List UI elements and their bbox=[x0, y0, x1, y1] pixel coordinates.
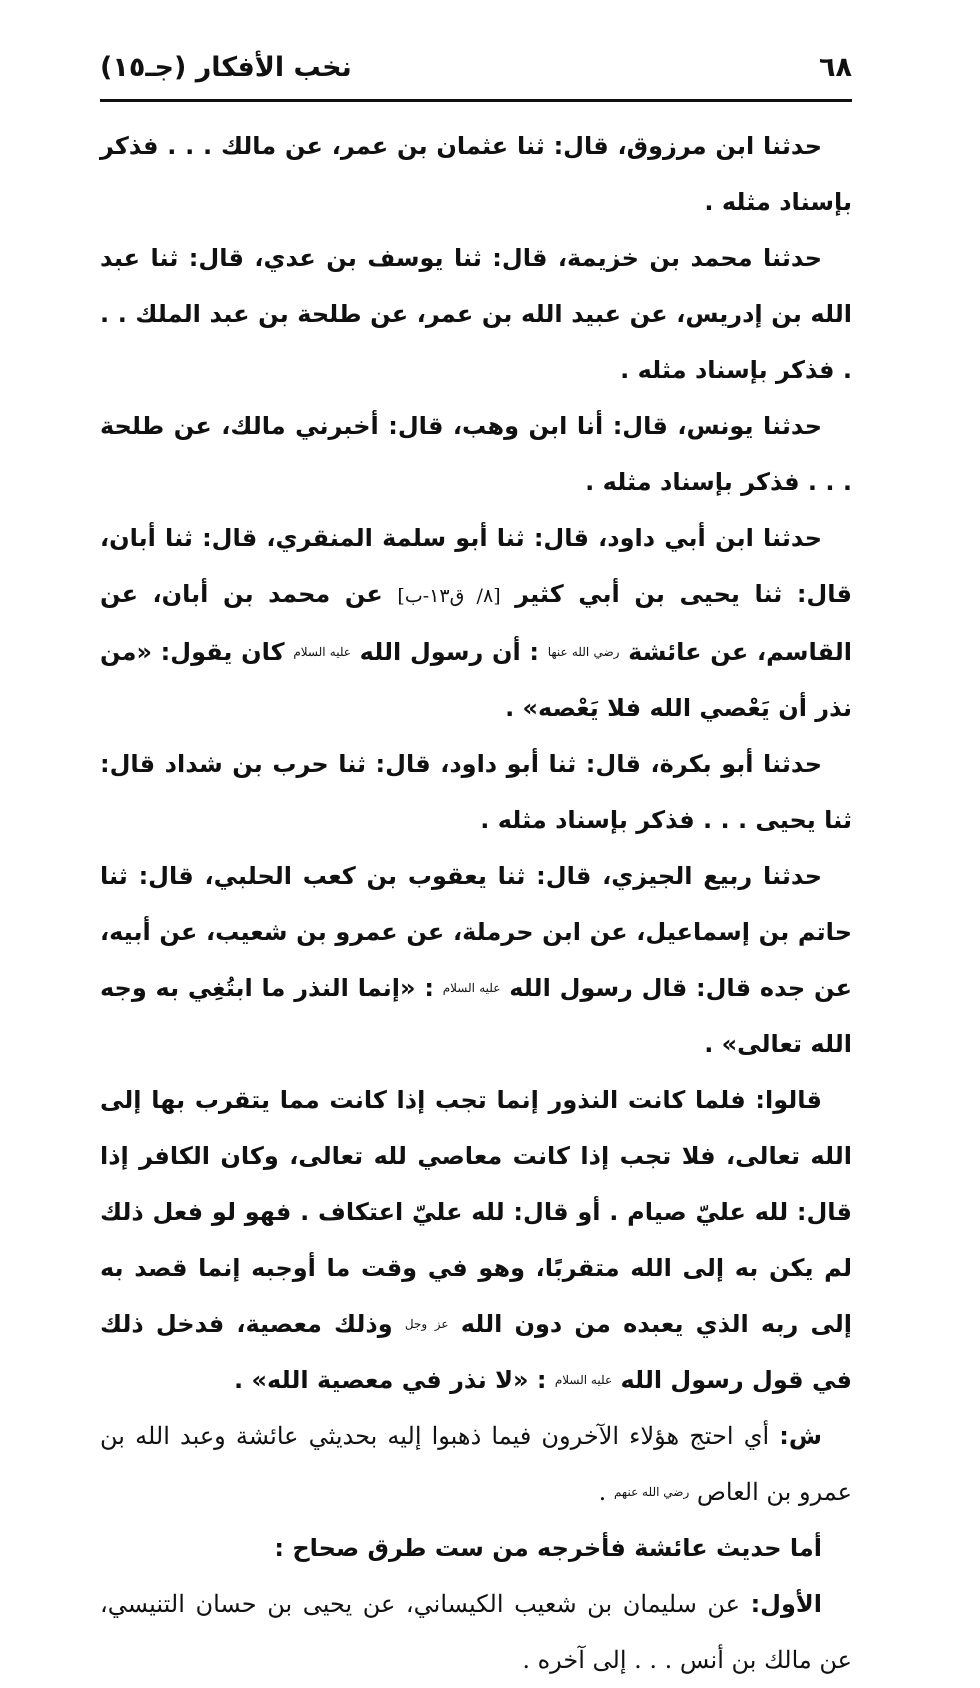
body-text bbox=[100, 118, 852, 1688]
honorific-glyph: عليه السلام bbox=[554, 1373, 613, 1387]
paragraph-isnad-ibn-marzuq: حدثنا ابن مرزوق، قال: ثنا عثمان بن عمر، عن مالك . . . فذكر بإسناد مثله . bbox=[100, 132, 852, 216]
manuscript-folio-reference: [٨/ ق١٣-ب] bbox=[397, 585, 501, 607]
honorific-glyph: رضي الله عنهم bbox=[613, 1485, 690, 1499]
page-number: ٦٨ bbox=[819, 52, 852, 83]
running-head bbox=[100, 52, 852, 92]
honorific-glyph: عليه السلام bbox=[293, 645, 351, 659]
commentary-marker: ش: bbox=[779, 1422, 822, 1450]
paragraph-isnad-muhammad-ibn-khuzayma: حدثنا محمد بن خزيمة، قال: ثنا يوسف بن عدي، قال: ثنا عبد الله بن إدريس، عن عبيد الله بن عمر، عن طلحة بن عبد الملك . . . فذكر بإسناد مثله . bbox=[100, 244, 852, 384]
header-rule bbox=[100, 99, 852, 102]
honorific-glyph: عز وجل bbox=[404, 1317, 449, 1331]
paragraph-isnad-yunus: حدثنا يونس، قال: أنا ابن وهب، قال: أخبرني مالك، عن طلحة . . . فذكر بإسناد مثله . bbox=[100, 412, 852, 496]
book-title: نخب الأفكار (جـ١٥) bbox=[100, 52, 352, 83]
honorific-glyph: عليه السلام bbox=[442, 981, 501, 995]
first-route-marker: الأول: bbox=[750, 1590, 822, 1618]
paragraph-isnad-abu-bakra: حدثنا أبو بكرة، قال: ثنا أبو داود، قال: ثنا حرب بن شداد قال: ثنا يحيى . . . فذكر بإسناد مثله . bbox=[100, 750, 852, 834]
paragraph-section-heading: أما حديث عائشة فأخرجه من ست طرق صحاح : bbox=[274, 1534, 822, 1562]
paragraph-isnad-rabi-al-jizi: حدثنا ربيع الجيزي، قال: ثنا يعقوب بن كعب الحلبي، قال: ثنا حاتم بن إسماعيل، عن ابن حرملة، عن عمرو بن شعيب، عن أبيه، عن جده قال: قال رسول الله عليه السلام : «إنما النذر ما ابتُغِي به وجه الله تعالى» . bbox=[100, 862, 853, 1058]
paragraph-isnad-ibn-abi-dawud: حدثنا ابن أبي داود، قال: ثنا أبو سلمة المنقري، قال: ثنا أبان، قال: ثنا يحيى بن أبي كثير [٨/ ق١٣-ب] عن محمد بن أبان، عن القاسم، عن عائشة رضي الله عنها : أن رسول الله عليه السلام كان يقول: «من نذر أن يَعْصي الله فلا يَعْصه» . bbox=[100, 524, 853, 722]
paragraph-argument: قالوا: فلما كانت النذور إنما تجب إذا كانت مما يتقرب بها إلى الله تعالى، فلا تجب إذا كانت معاصي لله تعالى، وكان الكافر إذا قال: لله عليّ صيام . أو قال: لله عليّ اعتكاف . فهو لو فعل ذلك لم يكن به إلى الله متقربًا، وهو في وقت ما أوجبه إنما قصد به إلى ربه الذي يعبده من دون الله عز وجل وذلك معصية، فدخل ذلك في قول رسول الله عليه السلام : «لا نذر في معصية الله» . bbox=[100, 1086, 852, 1394]
paragraph-commentary: ش: أي احتج هؤلاء الآخرون فيما ذهبوا إليه بحديثي عائشة وعبد الله بن عمرو بن العاص رضي الله عنهم . bbox=[100, 1422, 852, 1506]
honorific-glyph: رضي الله عنها bbox=[547, 645, 620, 659]
paragraph-first-route: الأول: عن سليمان بن شعيب الكيساني، عن يحيى بن حسان التنيسي، عن مالك بن أنس . . . إلى آخره . bbox=[100, 1590, 852, 1674]
